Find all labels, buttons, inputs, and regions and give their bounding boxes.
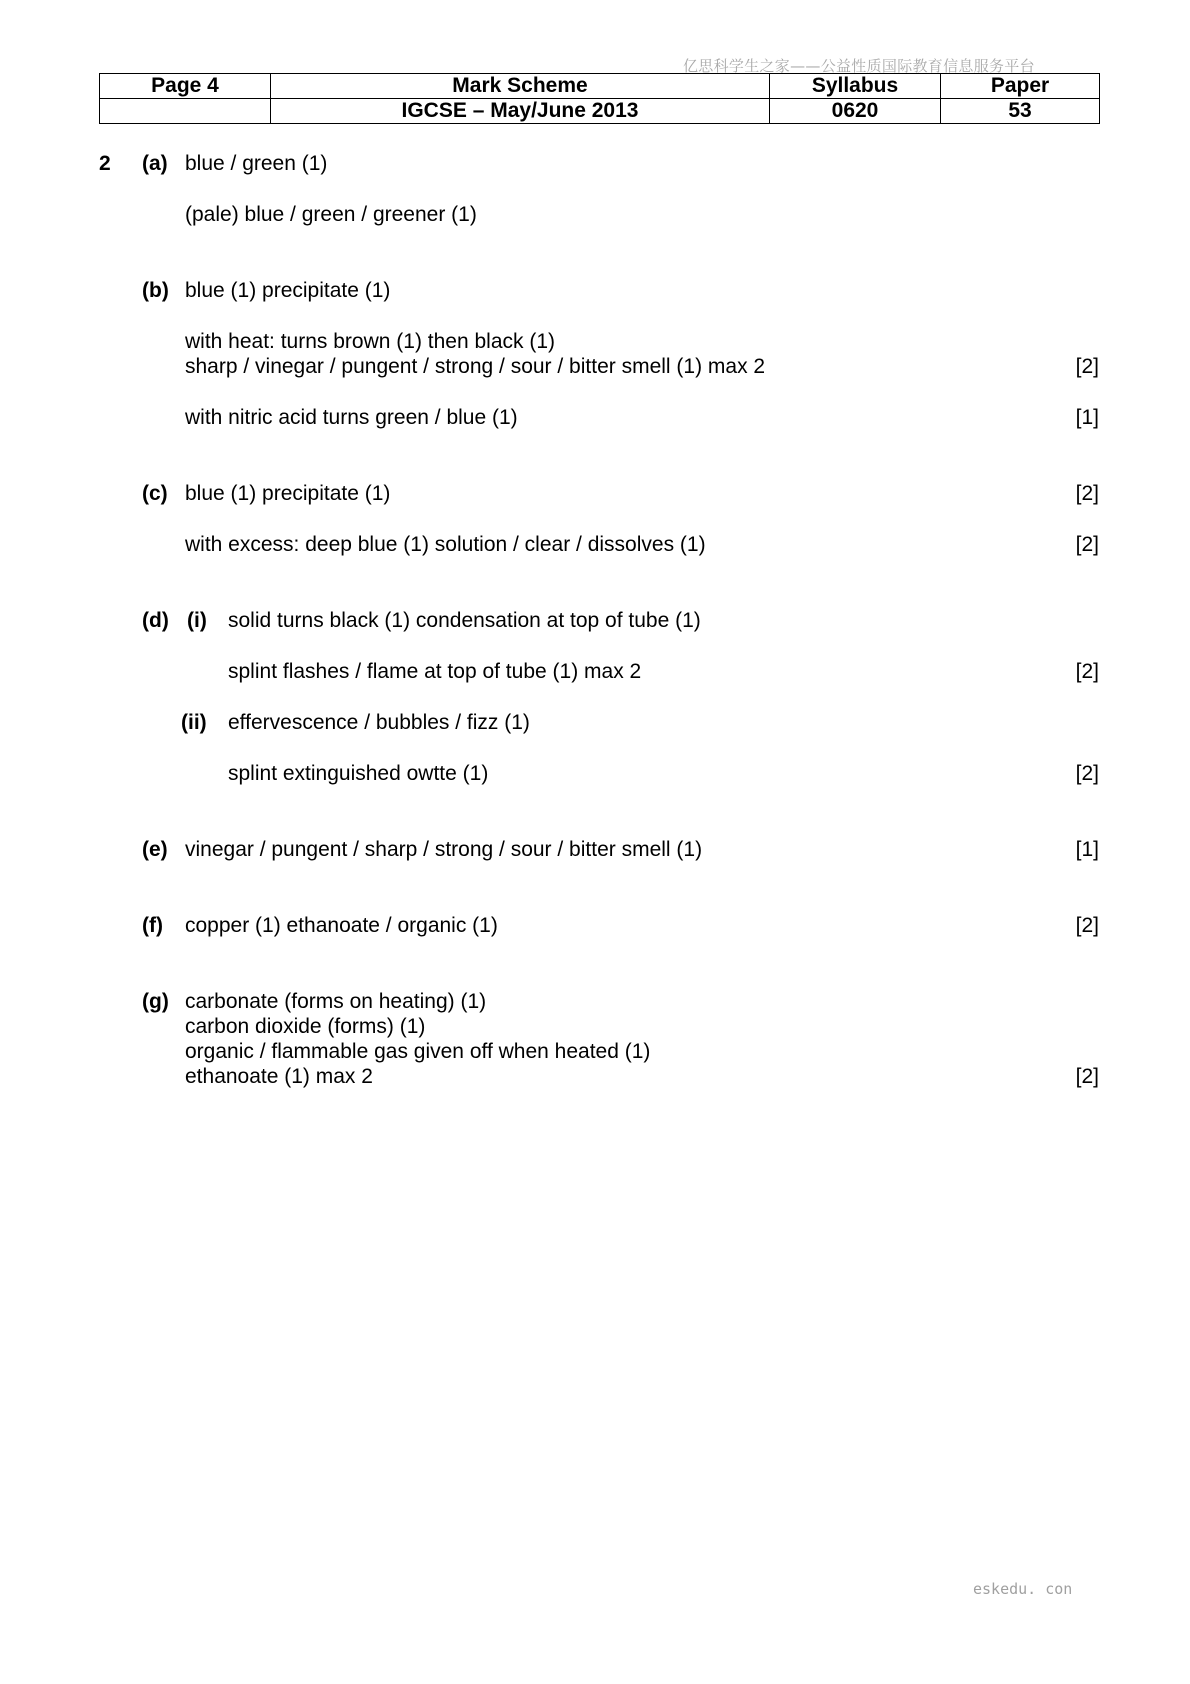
part-d-label: (d): [142, 609, 169, 632]
header-row-1: [100, 74, 1100, 99]
part-d-i-line-2: splint flashes / flame at top of tube (1) max 2: [228, 660, 642, 683]
part-b-line-1: blue (1) precipitate (1): [185, 279, 391, 302]
part-g-line-3: organic / flammable gas given off when heated (1): [185, 1040, 651, 1063]
part-e-label: (e): [142, 838, 168, 861]
part-d-ii-line-2: splint extinguished owtte (1): [228, 762, 489, 785]
part-f-line-1: copper (1) ethanoate / organic (1): [185, 914, 498, 937]
part-b-mark-1: [2]: [1075, 355, 1099, 378]
question-number: 2: [99, 152, 111, 175]
header-table: [99, 73, 1100, 124]
watermark-top: 亿思科学生之家——公益性质国际教育信息服务平台: [683, 57, 1035, 75]
part-b-line-2: with heat: turns brown (1) then black (1): [185, 330, 556, 353]
part-c-mark-2: [2]: [1075, 533, 1099, 556]
part-g-line-2: carbon dioxide (forms) (1): [185, 1015, 426, 1038]
part-a-label: (a): [142, 152, 168, 175]
part-b-line-3: sharp / vinegar / pungent / strong / sour / bitter smell (1) max 2: [185, 355, 766, 378]
header-syllabus-code: 0620: [770, 99, 941, 124]
header-exam-session: IGCSE – May/June 2013: [271, 99, 770, 124]
part-g-line-4: ethanoate (1) max 2: [185, 1065, 373, 1088]
header-mark-scheme: Mark Scheme: [271, 74, 770, 99]
part-c-label: (c): [142, 482, 168, 505]
part-a-line-1: blue / green (1): [185, 152, 328, 175]
header-paper: Paper: [941, 74, 1100, 99]
part-a-line-2: (pale) blue / green / greener (1): [185, 203, 477, 226]
part-b-label: (b): [142, 279, 169, 302]
part-d-i-line-1: solid turns black (1) condensation at top of tube (1): [228, 609, 701, 632]
part-d-ii-mark: [2]: [1075, 762, 1099, 785]
part-d-i-mark: [2]: [1075, 660, 1099, 683]
header-empty-cell: [100, 99, 271, 124]
header-syllabus: Syllabus: [770, 74, 941, 99]
part-e-mark: [1]: [1075, 838, 1099, 861]
header-paper-number: 53: [941, 99, 1100, 124]
part-c-line-1: blue (1) precipitate (1): [185, 482, 391, 505]
part-d-ii-label: (ii): [181, 711, 207, 734]
header-row-2: [100, 99, 1100, 124]
part-f-label: (f): [142, 914, 163, 937]
part-c-line-2: with excess: deep blue (1) solution / clear / dissolves (1): [185, 533, 706, 556]
part-g-line-1: carbonate (forms on heating) (1): [185, 990, 487, 1013]
part-f-mark: [2]: [1075, 914, 1099, 937]
part-d-ii-line-1: effervescence / bubbles / fizz (1): [228, 711, 530, 734]
part-b-mark-2: [1]: [1075, 406, 1099, 429]
part-g-mark: [2]: [1075, 1065, 1099, 1088]
part-e-line-1: vinegar / pungent / sharp / strong / sour / bitter smell (1): [185, 838, 703, 861]
watermark-bottom: eskedu. con: [973, 1580, 1073, 1598]
part-g-label: (g): [142, 990, 169, 1013]
part-b-line-4: with nitric acid turns green / blue (1): [185, 406, 518, 429]
part-d-i-label: (i): [187, 609, 207, 632]
part-c-mark-1: [2]: [1075, 482, 1099, 505]
header-page: Page 4: [100, 74, 271, 99]
